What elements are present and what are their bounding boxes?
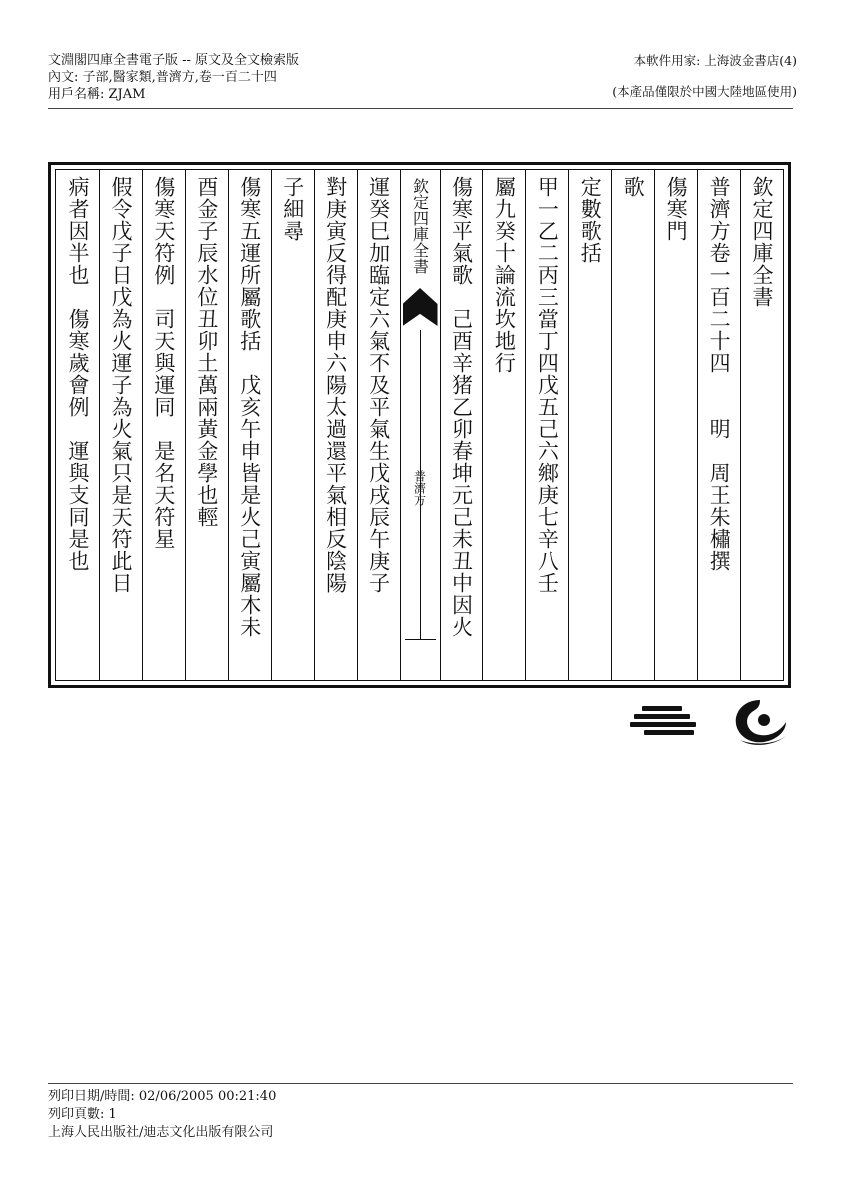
banxin-title: 欽定四庫全書 <box>410 178 430 274</box>
text-column-10: 對庚寅反得配庚申六陽太過還平氣相反陰陽 <box>314 170 357 680</box>
header-right <box>612 52 797 100</box>
banxin-center-strip <box>400 170 440 680</box>
text-column-4: 歌 <box>611 170 654 680</box>
text-column-8: 傷寒平氣歌 己酉辛猪乙卯春坤元己未丑中因火 <box>440 170 483 680</box>
text-column-6: 甲一乙二丙三當丁四戊五己六鄉庚七辛八壬 <box>525 170 568 680</box>
text-column-13: 酉金子辰水位丑卯土萬兩黃金學也輕 <box>185 170 228 680</box>
footer-divider <box>48 1083 793 1084</box>
text-column-1: 欽定四庫全書 <box>740 170 783 680</box>
header-divider <box>48 108 793 109</box>
footer-print-datetime: 列印日期/時間: 02/06/2005 00:21:40 <box>48 1089 277 1104</box>
text-column-15: 假令戊子日戊為火運子為火氣只是天符此日 <box>99 170 142 680</box>
banxin-foot-rule <box>405 639 436 640</box>
text-columns <box>55 169 784 681</box>
text-column-14: 傷寒天符例 司天與運同 是名天符星 <box>142 170 185 680</box>
text-column-7: 屬九癸十論流坎地行 <box>482 170 525 680</box>
header-region-notice: (本產品僅限於中國大陸地區使用) <box>612 84 797 99</box>
footer-publisher: 上海人民出版社/迪志文化出版有限公司 <box>48 1125 274 1140</box>
header-content-path: 內文: 子部,醫家類,普濟方,卷一百二十四 <box>48 70 277 85</box>
footer-page-count: 列印頁數: 1 <box>48 1107 117 1122</box>
text-column-12: 傷寒五運所屬歌括 戊亥午申皆是火己寅屬木未 <box>228 170 271 680</box>
text-column-3: 傷寒門 <box>654 170 697 680</box>
logo-swirl-icon <box>730 696 790 748</box>
header-user-name: 用戶名稱: ZJAM <box>48 87 146 102</box>
fish-tail-icon <box>403 304 438 326</box>
footer <box>48 1088 276 1142</box>
text-column-9: 運癸巳加臨定六氣不及平氣生戊戌辰午庚子 <box>357 170 400 680</box>
text-column-11: 子細尋 <box>271 170 314 680</box>
page-frame <box>48 162 791 688</box>
publisher-logo <box>630 696 790 748</box>
logo-bars-icon <box>630 706 696 738</box>
text-column-2: 普濟方卷一百二十四 明 周王朱橚撰 <box>697 170 740 680</box>
text-column-5: 定數歌括 <box>568 170 611 680</box>
banxin-book-name: 普濟方 <box>412 470 427 506</box>
header-licensee: 本軟件用家: 上海波金書店(4) <box>633 53 797 68</box>
header-left <box>48 52 299 103</box>
header-title: 文淵閣四庫全書電子版 -- 原文及全文檢索版 <box>48 53 300 68</box>
text-column-16: 病者因半也 傷寒歲會例 運與支同是也 <box>66 176 90 572</box>
